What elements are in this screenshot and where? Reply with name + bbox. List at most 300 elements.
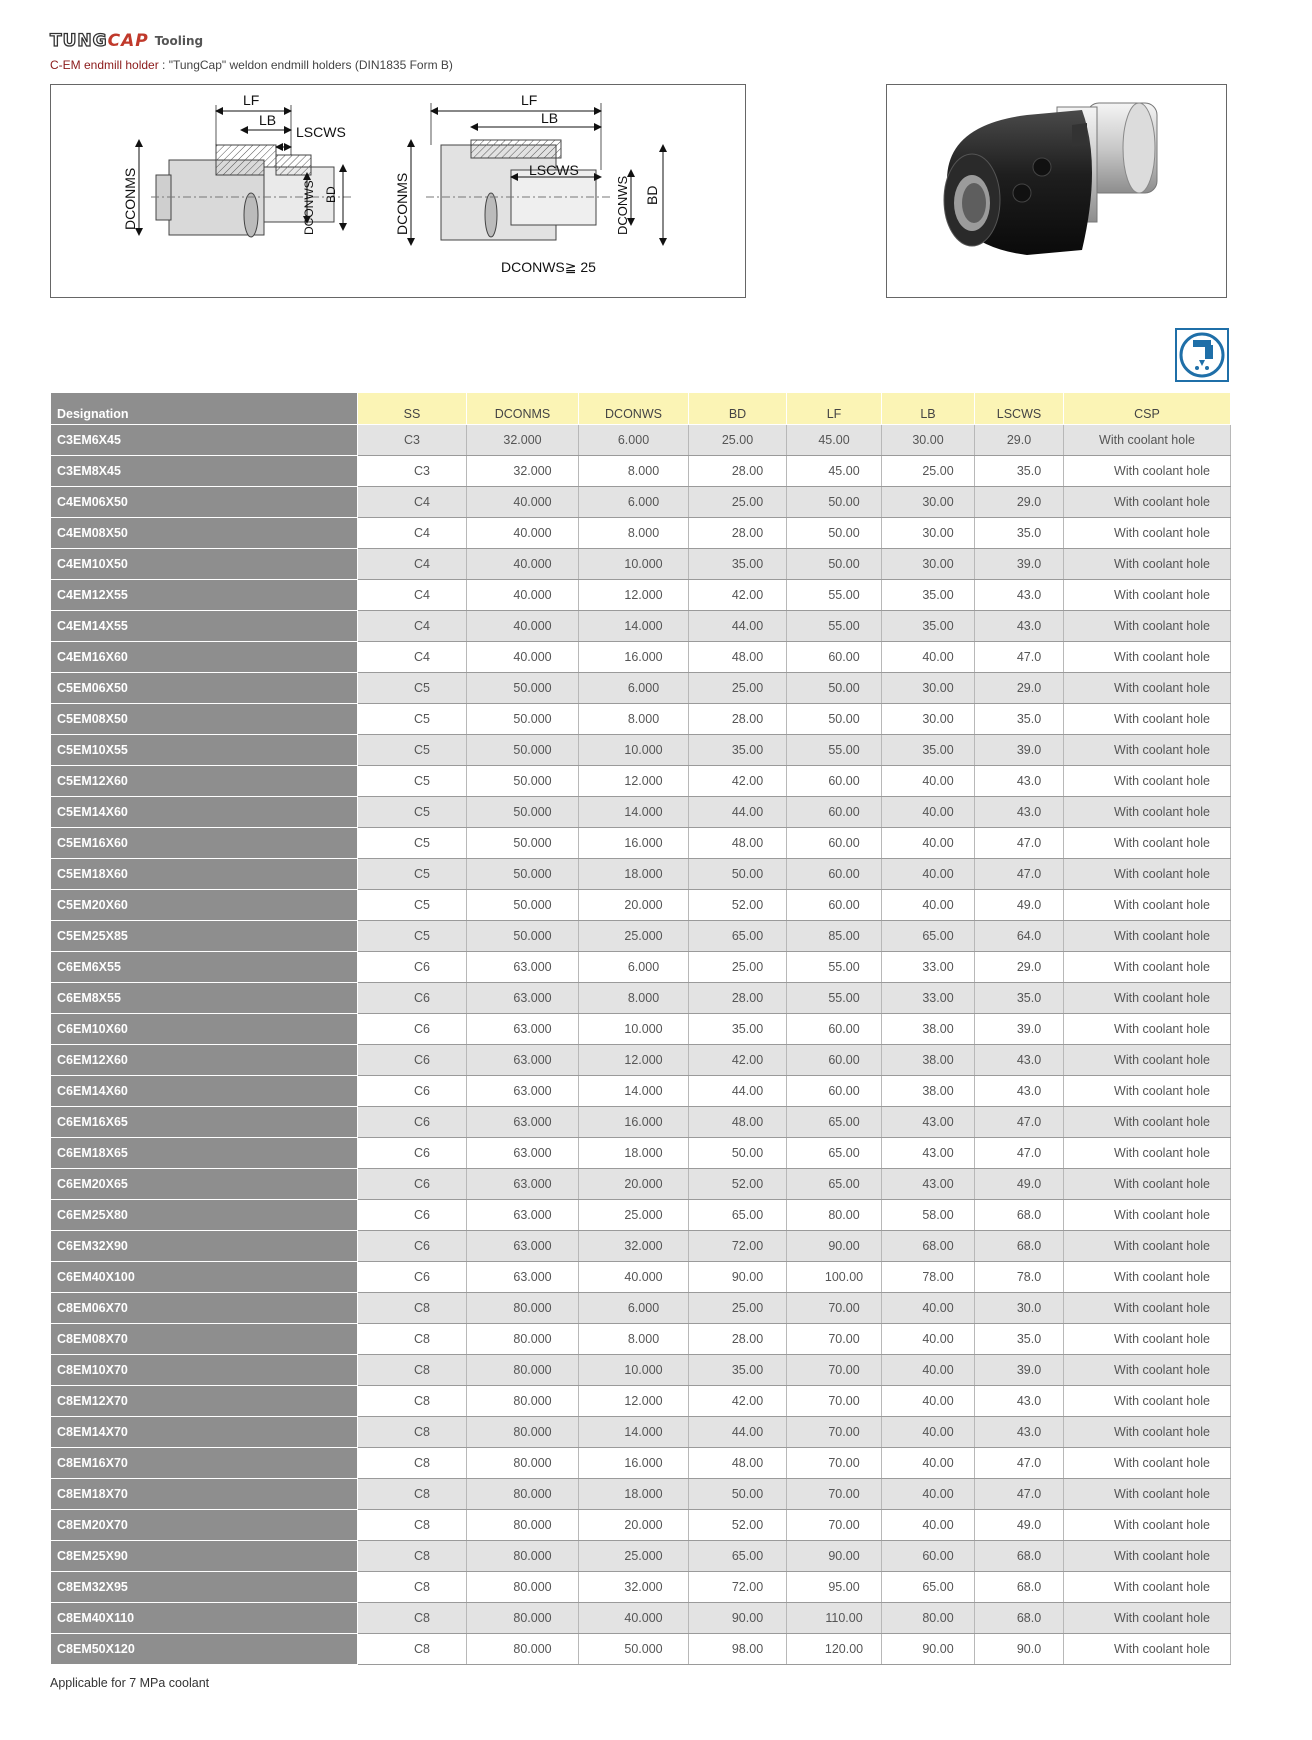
table-cell: C6 [358, 1107, 467, 1138]
table-cell: With coolant hole [1064, 642, 1231, 673]
table-cell: With coolant hole [1064, 425, 1231, 456]
table-cell: 70.00 [787, 1355, 882, 1386]
right-holder-drawing [426, 140, 611, 240]
table-row [51, 1076, 1231, 1107]
table-cell: 40.00 [882, 1417, 975, 1448]
table-cell: C8 [358, 1572, 467, 1603]
table-cell: 43.00 [882, 1138, 975, 1169]
designation-cell: C8EM12X70 [51, 1386, 358, 1417]
dim-dconws-right: DCONWS [615, 175, 630, 235]
table-cell: 39.0 [975, 735, 1064, 766]
table-cell: With coolant hole [1064, 1262, 1231, 1293]
table-cell: C8 [358, 1603, 467, 1634]
table-cell: 43.0 [975, 1417, 1064, 1448]
table-cell: 35.00 [882, 735, 975, 766]
table-cell: 40.00 [882, 1293, 975, 1324]
table-row [51, 1386, 1231, 1417]
table-cell: 50.000 [467, 859, 579, 890]
table-cell: 8.000 [579, 704, 689, 735]
table-cell: 44.00 [689, 797, 787, 828]
designation-cell: C6EM18X65 [51, 1138, 358, 1169]
table-cell: 50.00 [689, 1138, 787, 1169]
table-cell: 80.000 [467, 1541, 579, 1572]
table-cell: 52.00 [689, 1169, 787, 1200]
table-row [51, 983, 1231, 1014]
table-cell: 68.0 [975, 1541, 1064, 1572]
table-cell: With coolant hole [1064, 1293, 1231, 1324]
dim-lscws-right: LSCWS [529, 162, 579, 178]
table-cell: 80.000 [467, 1572, 579, 1603]
table-cell: 70.00 [787, 1386, 882, 1417]
table-row [51, 1603, 1231, 1634]
table-cell: 35.0 [975, 1324, 1064, 1355]
table-cell: 55.00 [787, 735, 882, 766]
table-cell: With coolant hole [1064, 1138, 1231, 1169]
table-cell: 50.000 [467, 797, 579, 828]
table-cell: 28.00 [689, 1324, 787, 1355]
table-row [51, 1293, 1231, 1324]
table-cell: With coolant hole [1064, 1510, 1231, 1541]
table-cell: With coolant hole [1064, 890, 1231, 921]
table-row [51, 456, 1231, 487]
table-row [51, 549, 1231, 580]
table-cell: C5 [358, 828, 467, 859]
table-cell: 68.0 [975, 1603, 1064, 1634]
table-cell: 60.00 [787, 828, 882, 859]
table-cell: C5 [358, 921, 467, 952]
table-cell: 63.000 [467, 952, 579, 983]
table-cell: 63.000 [467, 1200, 579, 1231]
table-cell: With coolant hole [1064, 1448, 1231, 1479]
table-cell: 60.00 [787, 642, 882, 673]
table-row [51, 1634, 1231, 1665]
designation-cell: C5EM06X50 [51, 673, 358, 704]
table-cell: 78.0 [975, 1262, 1064, 1293]
dim-lb-right: LB [541, 110, 559, 126]
table-cell: 70.00 [787, 1324, 882, 1355]
designation-cell: C4EM06X50 [51, 487, 358, 518]
table-cell: 43.00 [882, 1169, 975, 1200]
table-cell: 100.00 [787, 1262, 882, 1293]
table-cell: C6 [358, 1200, 467, 1231]
table-row [51, 797, 1231, 828]
table-cell: With coolant hole [1064, 1169, 1231, 1200]
table-cell: 50.000 [467, 673, 579, 704]
table-cell: 80.000 [467, 1386, 579, 1417]
table-row [51, 1324, 1231, 1355]
table-cell: With coolant hole [1064, 1603, 1231, 1634]
table-row [51, 704, 1231, 735]
table-cell: 50.000 [467, 766, 579, 797]
table-cell: With coolant hole [1064, 1200, 1231, 1231]
table-cell: 65.00 [882, 921, 975, 952]
table-cell: 42.00 [689, 580, 787, 611]
table-cell: 65.00 [787, 1107, 882, 1138]
table-cell: 14.000 [579, 611, 689, 642]
table-cell: 60.00 [787, 859, 882, 890]
table-cell: 63.000 [467, 1169, 579, 1200]
table-cell: 52.00 [689, 890, 787, 921]
table-cell: With coolant hole [1064, 611, 1231, 642]
dim-dconms-left: DCONMS [122, 167, 138, 230]
table-cell: 50.00 [787, 704, 882, 735]
table-cell: 90.00 [787, 1231, 882, 1262]
column-header: LSCWS [975, 393, 1064, 425]
table-cell: 30.00 [882, 518, 975, 549]
table-cell: 70.00 [787, 1479, 882, 1510]
table-cell: C6 [358, 1262, 467, 1293]
table-cell: 47.0 [975, 642, 1064, 673]
table-cell: With coolant hole [1064, 859, 1231, 890]
table-cell: With coolant hole [1064, 921, 1231, 952]
table-cell: 35.00 [689, 1014, 787, 1045]
table-cell: 49.0 [975, 1169, 1064, 1200]
table-cell: 10.000 [579, 735, 689, 766]
table-cell: 50.00 [689, 859, 787, 890]
table-cell: 29.0 [975, 487, 1064, 518]
table-cell: 25.00 [689, 673, 787, 704]
table-cell: 50.00 [787, 549, 882, 580]
table-cell: C8 [358, 1386, 467, 1417]
table-cell: 25.00 [689, 425, 787, 456]
table-cell: 52.00 [689, 1510, 787, 1541]
table-cell: C6 [358, 1045, 467, 1076]
table-cell: C8 [358, 1479, 467, 1510]
table-cell: 65.00 [689, 921, 787, 952]
table-cell: 28.00 [689, 983, 787, 1014]
table-row [51, 1107, 1231, 1138]
table-cell: With coolant hole [1064, 1386, 1231, 1417]
table-cell: 49.0 [975, 1510, 1064, 1541]
table-cell: 48.00 [689, 642, 787, 673]
table-body [51, 425, 1231, 1665]
table-row [51, 766, 1231, 797]
column-header: SS [358, 393, 467, 425]
table-cell: 47.0 [975, 1479, 1064, 1510]
designation-cell: C8EM18X70 [51, 1479, 358, 1510]
designation-cell: C8EM16X70 [51, 1448, 358, 1479]
table-cell: 18.000 [579, 859, 689, 890]
table-cell: 32.000 [467, 456, 579, 487]
table-cell: 43.0 [975, 1386, 1064, 1417]
table-cell: 28.00 [689, 518, 787, 549]
table-cell: 48.00 [689, 1107, 787, 1138]
table-row [51, 580, 1231, 611]
table-cell: 47.0 [975, 859, 1064, 890]
table-row [51, 425, 1231, 456]
table-cell: 80.000 [467, 1510, 579, 1541]
table-cell: 50.00 [787, 487, 882, 518]
table-cell: 55.00 [787, 580, 882, 611]
table-cell: 40.000 [467, 611, 579, 642]
table-row [51, 642, 1231, 673]
designation-cell: C8EM14X70 [51, 1417, 358, 1448]
table-cell: 40.000 [467, 642, 579, 673]
product-description: : "TungCap" weldon endmill holders (DIN1835 Form B) [158, 58, 453, 72]
table-cell: 8.000 [579, 518, 689, 549]
designation-cell: C6EM16X65 [51, 1107, 358, 1138]
table-cell: 32.000 [579, 1231, 689, 1262]
table-cell: 45.00 [787, 456, 882, 487]
table-cell: 120.00 [787, 1634, 882, 1665]
table-cell: 25.00 [689, 1293, 787, 1324]
table-cell: C5 [358, 673, 467, 704]
table-cell: 42.00 [689, 1386, 787, 1417]
table-cell: 16.000 [579, 642, 689, 673]
table-cell: 90.00 [689, 1262, 787, 1293]
table-cell: 40.000 [467, 549, 579, 580]
table-cell: 90.0 [975, 1634, 1064, 1665]
table-cell: 43.0 [975, 1045, 1064, 1076]
table-cell: 90.00 [689, 1603, 787, 1634]
designation-cell: C6EM6X55 [51, 952, 358, 983]
column-header: Designation [51, 393, 358, 425]
table-cell: C5 [358, 797, 467, 828]
table-cell: 12.000 [579, 766, 689, 797]
table-cell: 90.00 [882, 1634, 975, 1665]
designation-cell: C8EM40X110 [51, 1603, 358, 1634]
table-cell: 43.0 [975, 1076, 1064, 1107]
designation-cell: C6EM10X60 [51, 1014, 358, 1045]
coolant-icon [1175, 328, 1229, 382]
table-cell: With coolant hole [1064, 797, 1231, 828]
table-cell: With coolant hole [1064, 1355, 1231, 1386]
table-row [51, 1200, 1231, 1231]
table-cell: 14.000 [579, 797, 689, 828]
table-cell: 29.0 [975, 425, 1064, 456]
table-cell: 39.0 [975, 1014, 1064, 1045]
table-cell: With coolant hole [1064, 1231, 1231, 1262]
table-cell: 48.00 [689, 828, 787, 859]
table-cell: 50.00 [787, 673, 882, 704]
table-cell: 60.00 [787, 797, 882, 828]
table-cell: 35.00 [689, 735, 787, 766]
spec-table [50, 392, 1231, 1665]
designation-cell: C8EM08X70 [51, 1324, 358, 1355]
table-cell: 70.00 [787, 1417, 882, 1448]
column-header: DCONMS [467, 393, 579, 425]
table-cell: 40.00 [882, 642, 975, 673]
table-row [51, 673, 1231, 704]
table-cell: 70.00 [787, 1510, 882, 1541]
table-cell: 6.000 [579, 673, 689, 704]
table-cell: 20.000 [579, 1510, 689, 1541]
table-cell: 80.000 [467, 1634, 579, 1665]
table-cell: 32.000 [467, 425, 579, 456]
table-row [51, 1262, 1231, 1293]
table-cell: 47.0 [975, 1138, 1064, 1169]
designation-cell: C8EM20X70 [51, 1510, 358, 1541]
table-cell: With coolant hole [1064, 1324, 1231, 1355]
table-cell: C6 [358, 1231, 467, 1262]
dim-lscws-left: LSCWS [296, 124, 346, 140]
table-cell: 40.00 [882, 1510, 975, 1541]
table-cell: 35.0 [975, 518, 1064, 549]
endmill-holder-photo [886, 84, 1227, 298]
column-header: CSP [1064, 393, 1231, 425]
table-cell: C4 [358, 549, 467, 580]
table-cell: With coolant hole [1064, 487, 1231, 518]
table-row [51, 1014, 1231, 1045]
table-cell: 8.000 [579, 983, 689, 1014]
table-cell: With coolant hole [1064, 673, 1231, 704]
table-cell: 25.000 [579, 1200, 689, 1231]
table-cell: With coolant hole [1064, 549, 1231, 580]
table-cell: 35.00 [882, 611, 975, 642]
table-cell: With coolant hole [1064, 828, 1231, 859]
table-row [51, 1448, 1231, 1479]
table-cell: 47.0 [975, 1107, 1064, 1138]
table-cell: C6 [358, 1138, 467, 1169]
designation-cell: C5EM25X85 [51, 921, 358, 952]
designation-cell: C6EM12X60 [51, 1045, 358, 1076]
table-cell: 68.0 [975, 1231, 1064, 1262]
table-cell: C6 [358, 1076, 467, 1107]
table-cell: With coolant hole [1064, 1541, 1231, 1572]
table-cell: 35.0 [975, 704, 1064, 735]
table-cell: 40.00 [882, 859, 975, 890]
brand-logo: TUNGCAP [50, 30, 149, 51]
table-cell: 63.000 [467, 1045, 579, 1076]
table-cell: 44.00 [689, 1076, 787, 1107]
table-cell: 30.00 [882, 487, 975, 518]
table-cell: 14.000 [579, 1076, 689, 1107]
brand-sub: Tooling [154, 34, 204, 48]
table-cell: 58.00 [882, 1200, 975, 1231]
table-cell: 40.000 [467, 487, 579, 518]
table-cell: 65.00 [787, 1138, 882, 1169]
left-holder-drawing [151, 145, 351, 237]
designation-cell: C6EM14X60 [51, 1076, 358, 1107]
designation-cell: C5EM16X60 [51, 828, 358, 859]
table-cell: 18.000 [579, 1138, 689, 1169]
table-cell: 33.00 [882, 952, 975, 983]
table-cell: 72.00 [689, 1231, 787, 1262]
table-cell: C5 [358, 859, 467, 890]
table-cell: 63.000 [467, 1231, 579, 1262]
table-cell: 40.00 [882, 1479, 975, 1510]
table-row [51, 1417, 1231, 1448]
table-cell: 50.000 [467, 890, 579, 921]
table-cell: 35.00 [689, 549, 787, 580]
table-cell: C5 [358, 735, 467, 766]
table-cell: C4 [358, 611, 467, 642]
table-row [51, 1138, 1231, 1169]
table-cell: 50.00 [689, 1479, 787, 1510]
table-row [51, 735, 1231, 766]
table-cell: 50.000 [467, 828, 579, 859]
table-header-row [51, 393, 1231, 425]
table-row [51, 921, 1231, 952]
table-row [51, 859, 1231, 890]
table-cell: 38.00 [882, 1076, 975, 1107]
table-cell: 80.000 [467, 1324, 579, 1355]
designation-cell: C4EM16X60 [51, 642, 358, 673]
table-cell: 39.0 [975, 549, 1064, 580]
table-cell: 39.0 [975, 1355, 1064, 1386]
table-cell: 16.000 [579, 1448, 689, 1479]
designation-cell: C4EM10X50 [51, 549, 358, 580]
table-cell: 20.000 [579, 1169, 689, 1200]
table-cell: 38.00 [882, 1045, 975, 1076]
table-cell: 60.00 [787, 1014, 882, 1045]
table-cell: C5 [358, 704, 467, 735]
table-cell: 6.000 [579, 487, 689, 518]
table-cell: C3 [358, 425, 467, 456]
dim-lf-left: LF [243, 92, 260, 108]
table-cell: 60.00 [787, 890, 882, 921]
table-row [51, 611, 1231, 642]
table-cell: 8.000 [579, 456, 689, 487]
table-cell: 64.0 [975, 921, 1064, 952]
table-row [51, 1169, 1231, 1200]
diagram-caption: DCONWS≧ 25 [501, 259, 596, 275]
column-header: LB [882, 393, 975, 425]
table-cell: C5 [358, 766, 467, 797]
table-cell: 16.000 [579, 1107, 689, 1138]
table-cell: 50.00 [787, 518, 882, 549]
product-code: C-EM endmill holder [50, 58, 159, 72]
table-cell: With coolant hole [1064, 580, 1231, 611]
product-subtitle [50, 58, 453, 72]
designation-cell: C8EM06X70 [51, 1293, 358, 1324]
table-row [51, 1045, 1231, 1076]
table-cell: 33.00 [882, 983, 975, 1014]
table-cell: 25.00 [689, 952, 787, 983]
table-cell: 68.0 [975, 1572, 1064, 1603]
table-row [51, 1355, 1231, 1386]
designation-cell: C5EM12X60 [51, 766, 358, 797]
dim-lb-left: LB [259, 112, 277, 128]
table-cell: 110.00 [787, 1603, 882, 1634]
designation-cell: C8EM32X95 [51, 1572, 358, 1603]
table-cell: 40.00 [882, 797, 975, 828]
designation-cell: C6EM40X100 [51, 1262, 358, 1293]
table-cell: 72.00 [689, 1572, 787, 1603]
table-cell: 10.000 [579, 1355, 689, 1386]
table-cell: 40.00 [882, 1324, 975, 1355]
table-cell: 80.000 [467, 1603, 579, 1634]
table-row [51, 1541, 1231, 1572]
table-cell: 68.0 [975, 1200, 1064, 1231]
designation-cell: C5EM10X55 [51, 735, 358, 766]
table-cell: 98.00 [689, 1634, 787, 1665]
table-cell: 60.00 [882, 1541, 975, 1572]
table-cell: C8 [358, 1448, 467, 1479]
table-cell: 28.00 [689, 456, 787, 487]
table-cell: With coolant hole [1064, 1014, 1231, 1045]
table-cell: C8 [358, 1417, 467, 1448]
table-cell: C6 [358, 1014, 467, 1045]
column-header: LF [787, 393, 882, 425]
table-cell: 40.000 [579, 1603, 689, 1634]
table-cell: With coolant hole [1064, 1417, 1231, 1448]
table-cell: 80.00 [787, 1200, 882, 1231]
designation-cell: C5EM14X60 [51, 797, 358, 828]
designation-cell: C3EM8X45 [51, 456, 358, 487]
table-cell: 65.00 [689, 1541, 787, 1572]
table-cell: C4 [358, 580, 467, 611]
table-cell: 50.000 [467, 735, 579, 766]
table-cell: 43.0 [975, 797, 1064, 828]
table-cell: 12.000 [579, 1045, 689, 1076]
table-cell: 30.00 [882, 549, 975, 580]
designation-cell: C5EM18X60 [51, 859, 358, 890]
table-cell: 29.0 [975, 673, 1064, 704]
table-cell: 25.000 [579, 1541, 689, 1572]
table-cell: C6 [358, 1169, 467, 1200]
table-cell: 44.00 [689, 611, 787, 642]
